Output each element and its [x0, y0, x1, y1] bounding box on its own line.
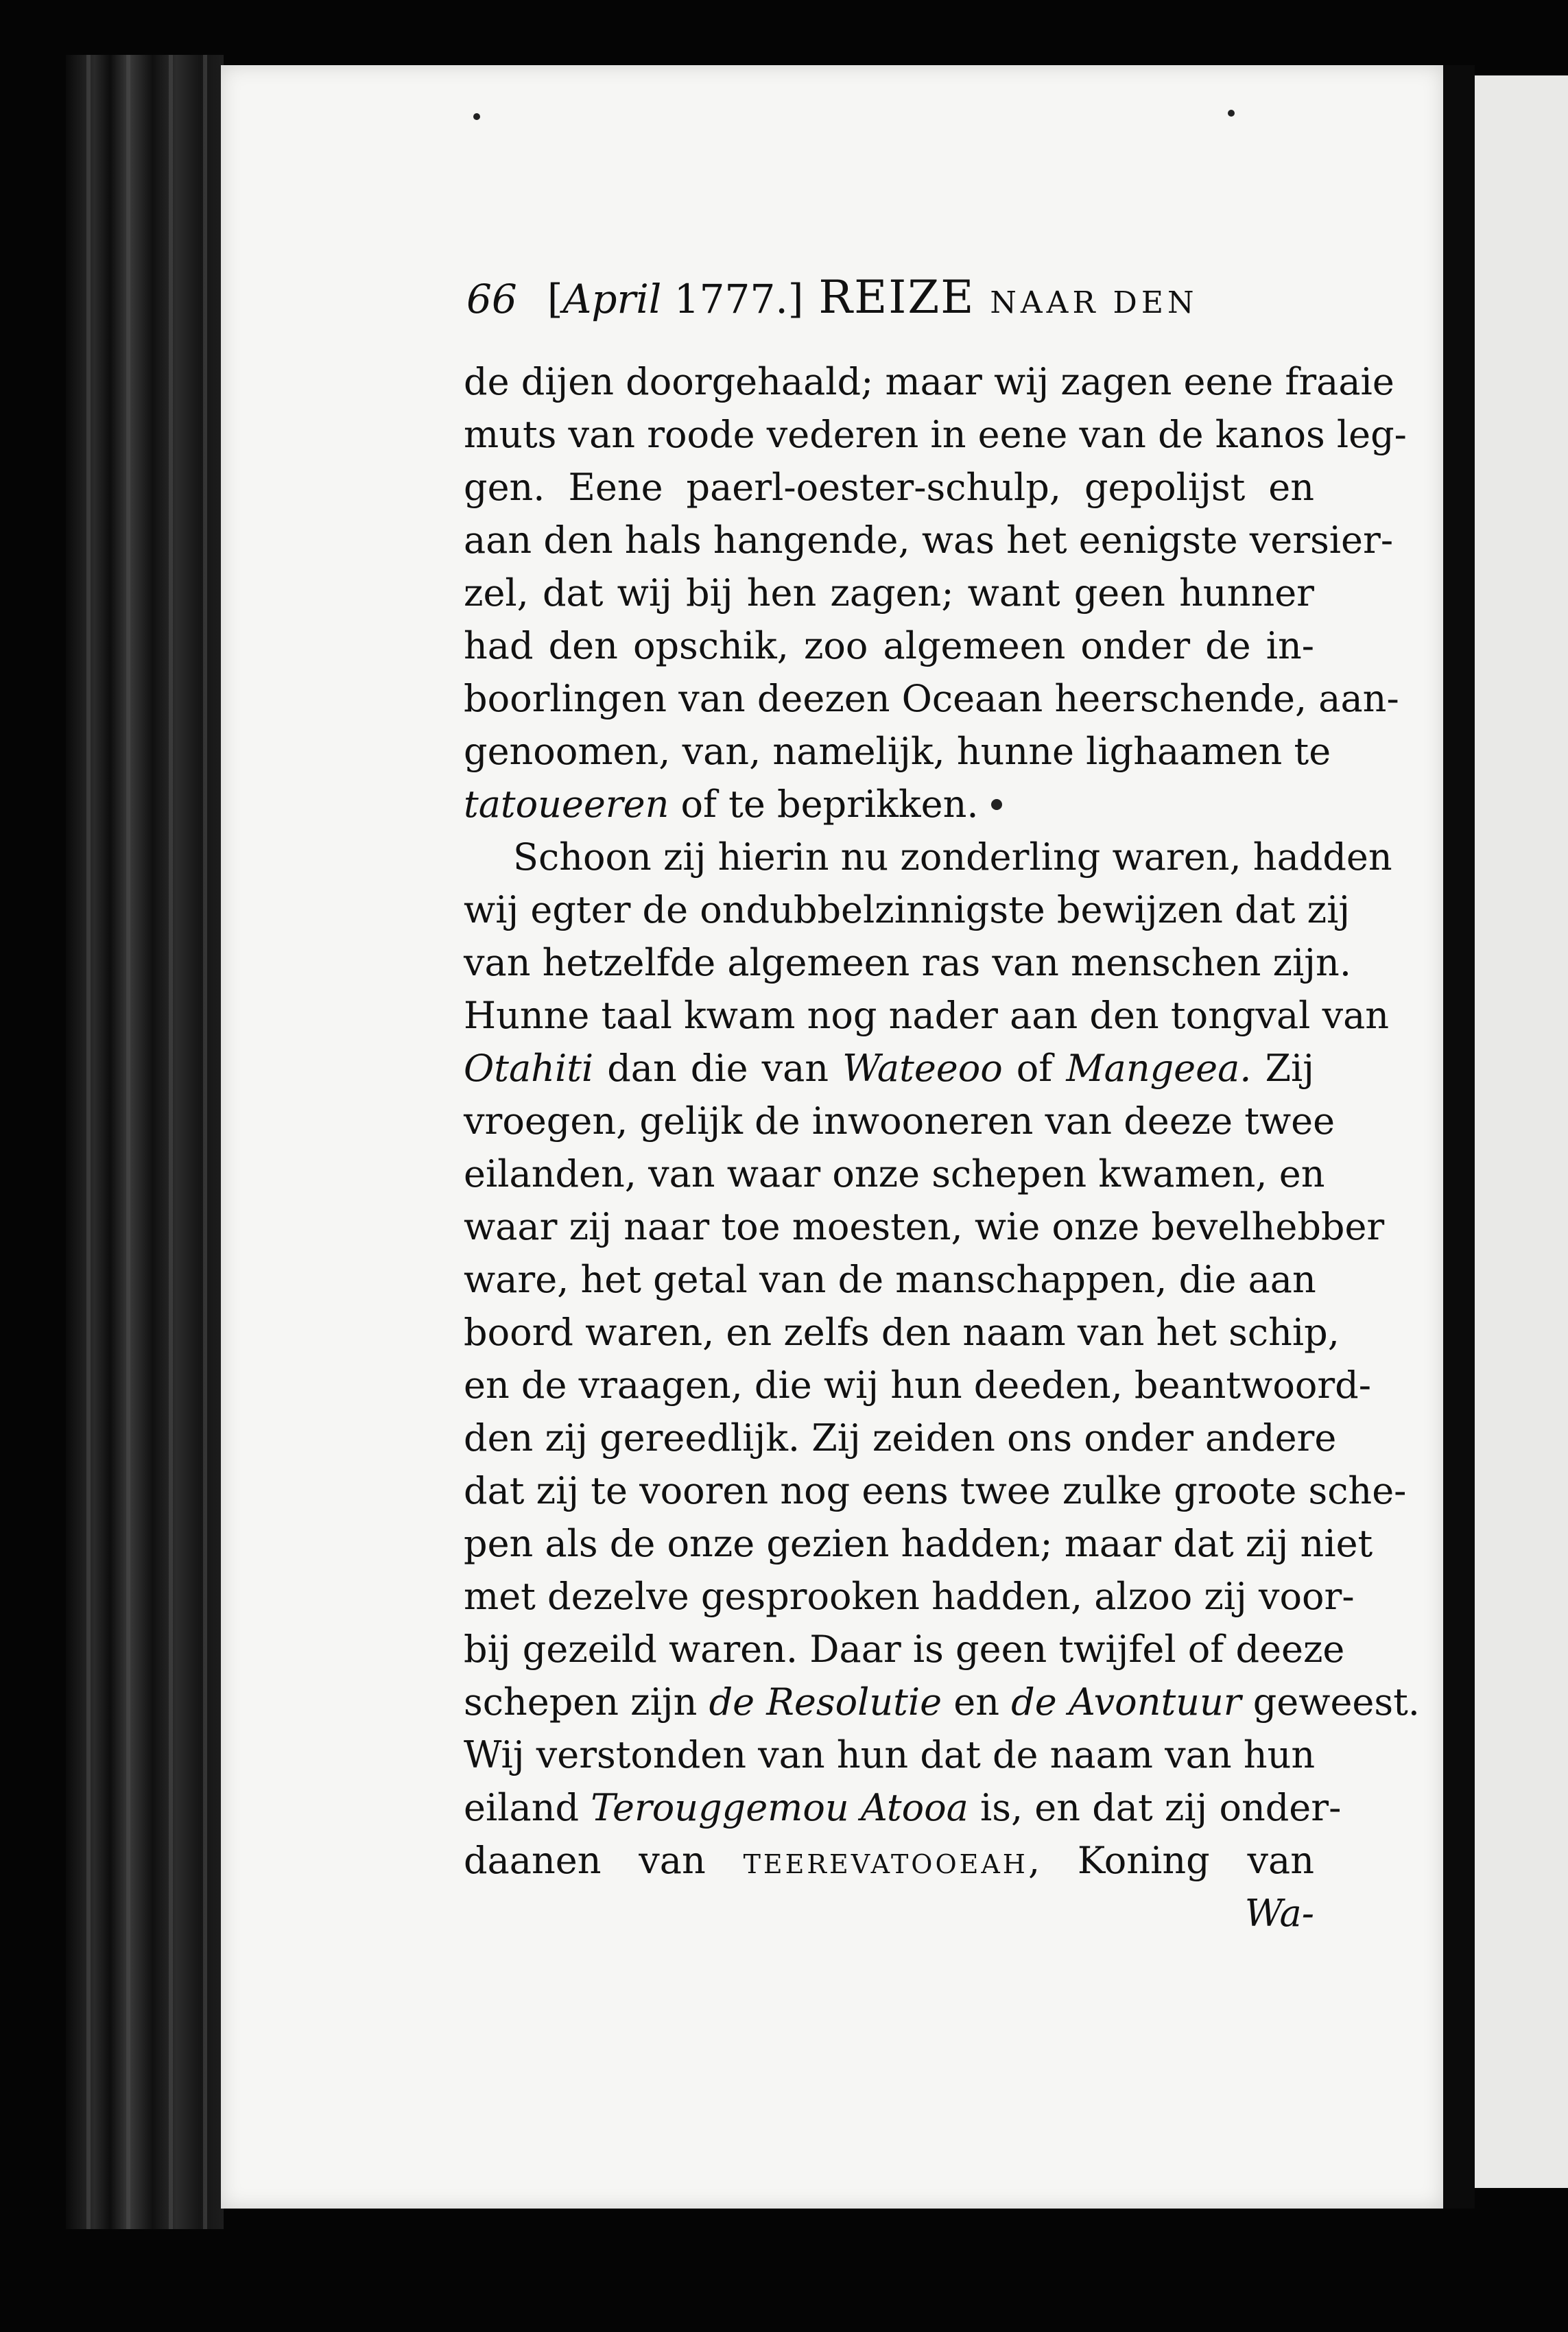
page-edge-stripe: [203, 55, 207, 2229]
place-name: Mangeea.: [1066, 1047, 1252, 1090]
text-line: aan den hals hangende, was het eenigste versier-: [464, 519, 1394, 562]
text-line: wij egter de ondubbelzinnigste bewijzen dat zij: [464, 888, 1351, 931]
text-line: dat zij te vooren nog eens twee zulke groote sche-: [464, 1469, 1407, 1512]
text-line: pen als de onze gezien hadden; maar dat zij niet: [464, 1522, 1373, 1565]
place-name: Wateeoo: [842, 1047, 1003, 1090]
right-gutter: [1443, 65, 1475, 2209]
text-span: Zij: [1251, 1047, 1315, 1090]
text-span: of: [1002, 1047, 1067, 1090]
page-number: 66: [466, 276, 517, 322]
text-line: waar zij naar toe moesten, wie onze bevelhebber: [464, 1205, 1385, 1248]
page-edge-stripe: [169, 55, 173, 2229]
text-span: , Koning van: [1027, 1839, 1314, 1882]
header-date: [547, 276, 804, 322]
ship-name: de Resolutie: [709, 1680, 942, 1724]
text-line: Hunne taal kwam nog nader aan den tongval van: [464, 994, 1390, 1037]
text-line: ware, het getal van de manschappen, die aan: [464, 1258, 1316, 1301]
text-line: de dijen doorgehaald; maar wij zagen eene fraaie: [464, 360, 1394, 403]
text-line: boord waren, en zelfs den naam van het schip,: [464, 1311, 1340, 1354]
adjacent-page: [1475, 75, 1568, 2188]
text-line: Wij verstonden van hun dat de naam van hun: [464, 1733, 1316, 1776]
text-line: eilanden, van waar onze schepen kwamen, en: [464, 1152, 1325, 1195]
running-header: [466, 271, 1317, 340]
text-line: boorlingen van deezen Oceaan heerschende, aan-: [464, 677, 1399, 720]
text-line: [464, 1042, 1314, 1095]
text-line: had den opschik, zoo algemeen onder de in-: [464, 624, 1314, 667]
text-line: [464, 1834, 1314, 1887]
text-span: schepen zijn: [464, 1680, 709, 1724]
text-line: [464, 778, 1314, 831]
text-span: is, en dat zij onder-: [968, 1786, 1342, 1829]
header-subtitle: NAAR DEN: [990, 285, 1198, 320]
text-span: en: [942, 1680, 1012, 1724]
text-line: gen. Eene paerl-oester-schulp, gepolijst en: [464, 466, 1314, 509]
page-edge-stripe: [126, 55, 130, 2229]
place-name: Otahiti: [464, 1047, 594, 1090]
text-line: genoomen, van, namelijk, hunne lighaamen te: [464, 730, 1331, 773]
body-text: [464, 355, 1420, 1940]
text-line: met dezelve gesprooken hadden, alzoo zij voor-: [464, 1575, 1355, 1618]
header-title: REIZE: [818, 271, 975, 324]
text-line: den zij gereedlijk. Zij zeiden ons onder andere: [464, 1416, 1337, 1460]
catchword: Wa-: [1244, 1892, 1314, 1935]
book-page-edges: [66, 55, 224, 2229]
text-span: dan die van: [593, 1047, 843, 1090]
header-year: 1777.]: [674, 276, 804, 322]
ship-name: de Avontuur: [1011, 1680, 1242, 1724]
text-line: en de vraagen, die wij hun deeden, beantwoord-: [464, 1364, 1371, 1407]
header-bracket: [: [547, 276, 563, 322]
text-span: geweest.: [1241, 1680, 1420, 1724]
text-line: muts van roode vederen in eene van de kanos leg-: [464, 413, 1407, 456]
text-line: zel, dat wij bij hen zagen; want geen hunner: [464, 571, 1314, 615]
king-name: teerevatooeah: [743, 1839, 1028, 1882]
italic-term: tatoueeren: [464, 783, 669, 826]
text-line: [464, 1781, 1342, 1834]
header-month: April: [562, 276, 662, 322]
text-line: vroegen, gelijk de inwooneren van deeze twee: [464, 1099, 1335, 1143]
text-line: [464, 1676, 1420, 1728]
speck: [473, 113, 480, 120]
text-line: bij gezeild waren. Daar is geen twijfel of deeze: [464, 1628, 1345, 1671]
speck: [1228, 110, 1235, 117]
page-edge-stripe: [86, 55, 91, 2229]
text-span: eiland: [464, 1786, 591, 1829]
text-line: Schoon zij hierin nu zonderling waren, hadden: [513, 835, 1392, 879]
text-line: van hetzelfde algemeen ras van menschen zijn.: [464, 941, 1351, 984]
island-name: Terouggemou Atooa: [591, 1786, 969, 1829]
text-span: daanen van: [464, 1839, 744, 1882]
text-span: of te beprikken.: [669, 783, 979, 826]
